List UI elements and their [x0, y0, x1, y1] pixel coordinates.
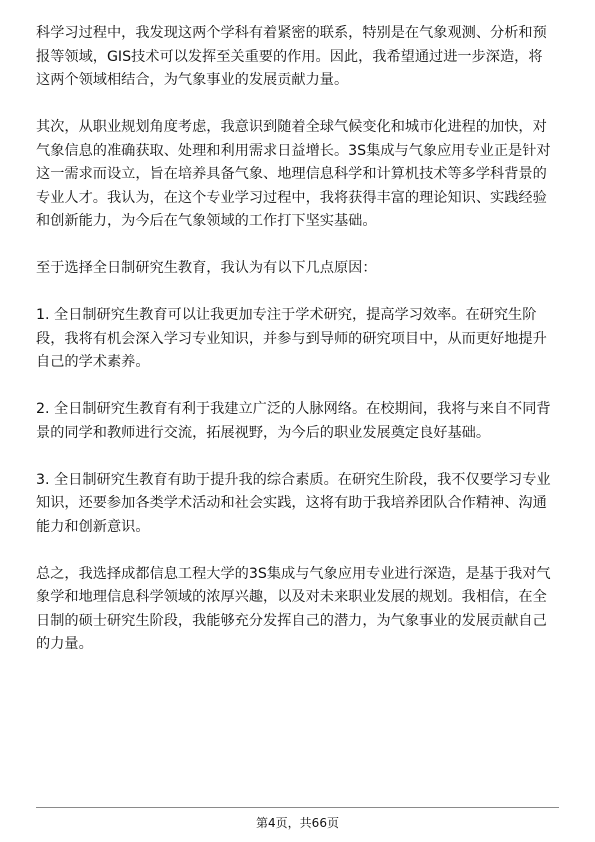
- footer-divider: [36, 807, 559, 808]
- paragraph-line: 至于选择全日制研究生教育，我认为有以下几点原因：: [36, 260, 377, 276]
- paragraph-line: 3. 全日制研究生教育有助于提升我的综合素质。在研究生阶段，我不仅要学习专业: [36, 471, 551, 488]
- paragraph-line: 2. 全日制研究生教育有利于我建立广泛的人脉网络。在校期间，我将与来自不同背: [36, 401, 551, 417]
- paragraph-line: 专业人才。我认为，在这个专业学习过程中，我将获得丰富的理论知识、实践经验: [36, 189, 547, 206]
- paragraph-line: 知识，还要参加各类学术活动和社会实践，这将有助于我培养团队合作精神、沟通: [36, 495, 547, 511]
- paragraph-line: 总之，我选择成都信息工程大学的3S集成与气象应用专业进行深造，是基于我对气: [36, 565, 551, 582]
- paragraph-spacer: [36, 281, 562, 305]
- paragraph-spacer: [36, 234, 562, 258]
- paragraph-7: [36, 563, 562, 657]
- paragraph-line: 象学和地理信息科学领域的浓厚兴趣，以及对未来职业发展的规划。我相信，在全: [36, 589, 547, 605]
- paragraph-line: 景的同学和教师进行交流，拓展视野，为今后的职业发展奠定良好基础。: [36, 424, 491, 441]
- paragraph-line: 这一需求而设立，旨在培养具备气象、地理信息科学和计算机技术等多学科背景的: [36, 166, 547, 182]
- paragraph-line: 段，我将有机会深入学习专业知识，并参与到导师的研究项目中，从而更好地提升: [36, 330, 547, 347]
- paragraph-6: [36, 469, 562, 540]
- paragraph-line: 科学习过程中，我发现这两个学科有着紧密的联系，特别是在气象观测、分析和预: [36, 25, 547, 41]
- paragraph-line: 1. 全日制研究生教育可以让我更加专注于学术研究，提高学习效率。在研究生阶: [36, 307, 537, 323]
- paragraph-spacer: [36, 445, 562, 469]
- paragraph-4: [36, 304, 562, 375]
- paragraph-line: 和创新能力，为今后在气象领域的工作打下坚实基础。: [36, 213, 377, 229]
- paragraph-2: [36, 116, 562, 234]
- paragraph-line: 日制的硕士研究生阶段，我能够充分发挥自己的潜力，为气象事业的发展贡献自己: [36, 612, 547, 629]
- paragraph-line: 气象信息的准确获取、处理和利用需求日益增长。3S集成与气象应用专业正是针对: [36, 142, 551, 159]
- document-body: [36, 22, 562, 657]
- paragraph-line: 能力和创新意识。: [36, 518, 150, 535]
- paragraph-spacer: [36, 375, 562, 399]
- paragraph-5: [36, 398, 562, 445]
- paragraph-line: 报等领域，GIS技术可以发挥至关重要的作用。因此，我希望通过进一步深造，将: [36, 48, 543, 65]
- paragraph-line: 的力量。: [36, 636, 93, 652]
- paragraph-line: 其次，从职业规划角度考虑，我意识到随着全球气候变化和城市化进程的加快，对: [36, 119, 547, 135]
- page-number: 第4页，共66页: [256, 816, 339, 830]
- paragraph-line: 自己的学术素养。: [36, 354, 150, 370]
- paragraph-spacer: [36, 539, 562, 563]
- paragraph-spacer: [36, 93, 562, 117]
- paragraph-line: 这两个领域相结合，为气象事业的发展贡献力量。: [36, 72, 349, 88]
- paragraph-3: [36, 257, 562, 281]
- paragraph-1: [36, 22, 562, 93]
